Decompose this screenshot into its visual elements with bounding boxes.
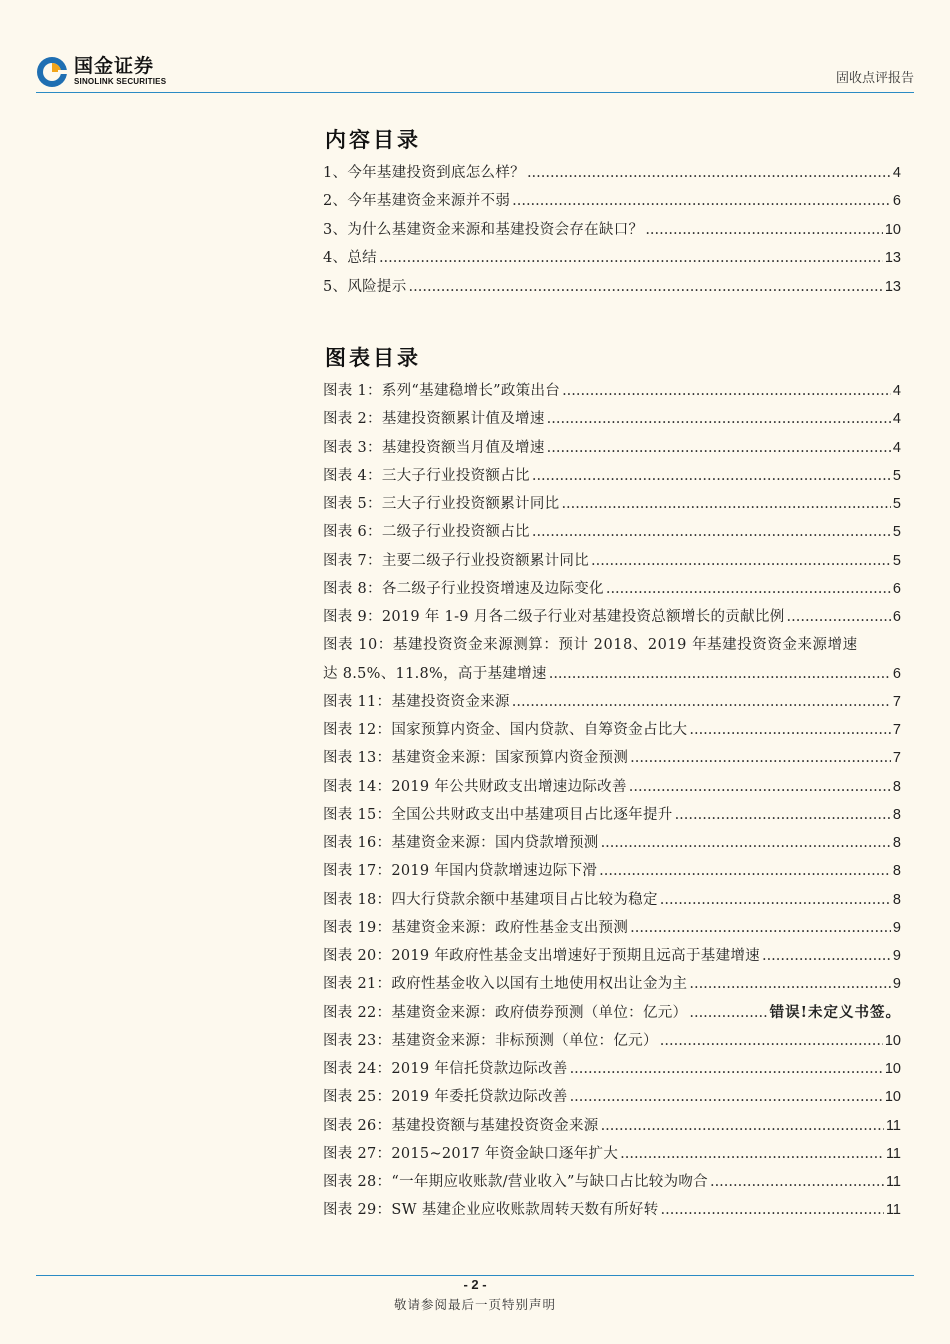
figure-entry[interactable] <box>323 1168 901 1196</box>
page-number: - 2 - <box>463 1277 487 1292</box>
dot-leader <box>591 547 891 575</box>
figure-entry[interactable] <box>323 518 901 546</box>
figure-entry-page: 10 <box>884 1089 901 1106</box>
dot-leader <box>689 716 891 744</box>
figure-entry-label: 图表 12：国家预算内资金、国内贷款、自筹资金占比大 <box>323 722 688 738</box>
footer-divider <box>36 1275 914 1276</box>
dot-leader <box>645 216 883 244</box>
figure-entry-label: 图表 26：基建投资额与基建投资资金来源 <box>323 1117 599 1134</box>
figure-entry[interactable] <box>323 999 901 1027</box>
figure-entry[interactable] <box>323 914 901 942</box>
figure-entry[interactable] <box>323 970 901 998</box>
figure-entry-page: 11 <box>885 1174 901 1190</box>
figure-entry-label: 图表 25：2019 年委托贷款边际改善 <box>323 1089 568 1106</box>
dot-leader <box>547 405 891 433</box>
contents-entry-label: 2、今年基建资金来源并不弱 <box>323 193 511 210</box>
contents-title: 内容目录 <box>325 127 421 152</box>
figure-entry-page: 6 <box>892 665 901 682</box>
figure-entry-label: 图表 22：基建资金来源：政府债券预测（单位：亿元） <box>323 1004 688 1021</box>
figure-entry-label: 图表 9：2019 年 1-9 月各二级子行业对基建投资总额增长的贡献比例 <box>323 609 785 625</box>
page-header <box>36 50 914 93</box>
figure-entry-label: 图表 6：二级子行业投资额占比 <box>323 524 530 541</box>
figure-entry-page: 6 <box>892 609 901 625</box>
dot-leader <box>570 1055 883 1083</box>
figure-entry-label: 图表 13：基建资金来源：国家预算内资金预测 <box>323 750 629 767</box>
dot-leader <box>787 603 891 631</box>
dot-leader <box>527 159 891 187</box>
figure-entry-label: 图表 24：2019 年信托贷款边际改善 <box>323 1061 568 1077</box>
figure-entry-label: 图表 16：基建资金来源：国内贷款增预测 <box>323 835 599 851</box>
figure-entry-page: 错误!未定义书签。 <box>769 1003 901 1021</box>
figure-entry-label: 图表 1：系列“基建稳增长”政策出台 <box>323 383 561 399</box>
contents-entry-page: 6 <box>892 193 901 210</box>
sinolink-logo-icon <box>36 56 68 88</box>
figure-entry[interactable] <box>323 1055 901 1083</box>
dot-leader <box>601 829 891 857</box>
figure-entry-label: 图表 29：SW 基建企业应收账款周转天数有所好转 <box>323 1202 659 1219</box>
figure-entry[interactable] <box>323 1027 901 1055</box>
figure-entry-label: 图表 21：政府性基金收入以国有土地使用权出让金为主 <box>323 976 688 993</box>
figure-entry-page: 5 <box>892 524 901 541</box>
dot-leader <box>379 244 883 272</box>
figure-entry[interactable] <box>323 575 901 603</box>
figure-entry[interactable] <box>323 377 901 405</box>
figure-entry-label: 图表 7：主要二级子行业投资额累计同比 <box>323 552 590 569</box>
contents-entry-label: 5、风险提示 <box>323 278 407 295</box>
contents-entry-page: 4 <box>892 165 901 181</box>
figure-entry[interactable] <box>323 1140 901 1168</box>
figure-entry[interactable] <box>323 1083 901 1111</box>
figure-entry-page: 10 <box>884 1061 901 1077</box>
figure-entry-page: 4 <box>892 411 901 428</box>
figure-entry-page: 8 <box>892 835 901 851</box>
dot-leader <box>710 1168 884 1196</box>
figure-entry-label: 图表 28：“一年期应收账款/营业收入”与缺口占比较为吻合 <box>323 1174 708 1190</box>
dot-leader <box>620 1140 884 1168</box>
figure-entry-label: 图表 11：基建投资资金来源 <box>323 693 510 710</box>
figure-entry[interactable] <box>323 857 901 885</box>
contents-list <box>323 159 901 301</box>
figure-entry-page: 11 <box>885 1202 901 1219</box>
figure-entry-label: 图表 5：三大子行业投资额累计同比 <box>323 496 560 512</box>
dot-leader <box>629 773 891 801</box>
figure-entry-page: 8 <box>892 806 901 823</box>
figure-entry[interactable] <box>323 829 901 857</box>
dot-leader <box>512 688 891 716</box>
figure-entry-page: 7 <box>892 750 901 767</box>
figure-entry[interactable] <box>323 688 901 716</box>
figure-entry-label: 图表 17：2019 年国内贷款增速边际下滑 <box>323 863 598 880</box>
contents-entry-label: 1、今年基建投资到底怎么样？ <box>323 165 525 181</box>
dot-leader <box>599 857 891 885</box>
contents-entry-page: 10 <box>884 221 901 238</box>
figure-entry-page: 7 <box>892 722 901 738</box>
contents-entry-page: 13 <box>884 250 901 267</box>
dot-leader <box>660 1027 883 1055</box>
figure-entry-page: 10 <box>884 1032 901 1049</box>
figure-entry-label: 图表 3：基建投资额当月值及增速 <box>323 439 545 456</box>
figure-entry-page: 5 <box>892 467 901 484</box>
figure-entry-page: 9 <box>892 919 901 936</box>
figure-entry[interactable] <box>323 490 901 518</box>
contents-entry[interactable] <box>323 244 901 272</box>
report-type: 固收点评报告 <box>835 71 914 86</box>
dot-leader <box>661 1196 884 1224</box>
dot-leader <box>689 999 767 1027</box>
figure-entry-label: 图表 27：2015~2017 年资金缺口逐年扩大 <box>323 1145 619 1162</box>
figure-entry-label: 图表 2：基建投资额累计值及增速 <box>323 411 545 428</box>
figure-entry-page: 6 <box>892 580 901 597</box>
figures-title: 图表目录 <box>325 345 421 370</box>
figure-entry-label: 图表 10：基建投资资金来源测算：预计 2018、2019 年基建投资资金来源增速 <box>323 637 858 654</box>
figure-entry-page: 4 <box>892 439 901 456</box>
dot-leader <box>630 914 891 942</box>
contents-entry-label: 3、为什么基建资金来源和基建投资会存在缺口？ <box>323 221 644 238</box>
contents-entry-label: 4、总结 <box>323 250 377 267</box>
dot-leader <box>606 575 891 603</box>
figure-entry-page: 5 <box>892 496 901 512</box>
figures-list <box>323 377 901 1225</box>
figure-entry[interactable] <box>323 716 901 744</box>
figure-entry-label: 图表 14：2019 年公共财政支出增速边际改善 <box>323 778 627 795</box>
figure-entry[interactable] <box>323 1196 901 1224</box>
figure-entry[interactable] <box>323 886 901 914</box>
figure-entry-page: 8 <box>892 863 901 880</box>
dot-leader <box>549 660 891 688</box>
figure-entry[interactable] <box>323 1112 901 1140</box>
figure-entry-label: 图表 15：全国公共财政支出中基建项目占比逐年提升 <box>323 806 673 823</box>
figure-entry[interactable] <box>323 660 901 688</box>
figure-entry-label: 图表 4：三大子行业投资额占比 <box>323 467 530 484</box>
figure-entry[interactable] <box>323 744 901 772</box>
figure-entry-label-continued: 达 8.5%、11.8%，高于基建增速 <box>323 665 547 682</box>
figure-entry-page: 11 <box>885 1117 901 1134</box>
figure-entry-page: 4 <box>892 383 901 399</box>
figure-entry-label: 图表 23：基建资金来源：非标预测（单位：亿元） <box>323 1032 658 1049</box>
dot-leader <box>689 970 891 998</box>
figure-entry-label: 图表 20：2019 年政府性基金支出增速好于预期且远高于基建增速 <box>323 948 760 964</box>
dot-leader <box>570 1083 883 1111</box>
dot-leader <box>561 490 890 518</box>
dot-leader <box>409 273 883 301</box>
dot-leader <box>532 518 891 546</box>
contents-entry[interactable] <box>323 273 901 301</box>
figure-entry[interactable] <box>323 405 901 433</box>
dot-leader <box>660 886 891 914</box>
disclaimer: 敬请参阅最后一页特别声明 <box>393 1297 556 1312</box>
dot-leader <box>762 942 891 970</box>
figure-entry[interactable] <box>323 773 901 801</box>
contents-entry[interactable] <box>323 159 901 187</box>
figure-entry[interactable] <box>323 434 901 462</box>
logo <box>36 55 166 89</box>
figure-entry-label: 图表 8：各二级子行业投资增速及边际变化 <box>323 580 604 597</box>
contents-entry[interactable] <box>323 216 901 244</box>
figure-entry-label: 图表 18：四大行贷款余额中基建项目占比较为稳定 <box>323 891 658 908</box>
figure-entry[interactable] <box>323 603 901 631</box>
contents-entry[interactable] <box>323 187 901 215</box>
figure-entry-page: 11 <box>885 1145 901 1162</box>
figure-entry[interactable] <box>323 462 901 490</box>
figure-entry-page: 9 <box>892 948 901 964</box>
dot-leader <box>562 377 891 405</box>
figure-entry[interactable] <box>323 942 901 970</box>
logo-chinese-name: 国金证券 <box>74 56 155 77</box>
figure-entry[interactable] <box>323 631 901 659</box>
dot-leader <box>532 462 891 490</box>
figure-entry-page: 7 <box>892 693 901 710</box>
contents-entry-page: 13 <box>884 278 901 295</box>
dot-leader <box>512 187 891 215</box>
figure-entry-page: 8 <box>892 891 901 908</box>
dot-leader <box>547 434 891 462</box>
dot-leader <box>630 744 891 772</box>
figure-entry[interactable] <box>323 547 901 575</box>
figure-entry-label: 图表 19：基建资金来源：政府性基金支出预测 <box>323 919 629 936</box>
figure-entry-page: 5 <box>892 552 901 569</box>
figure-entry-page: 9 <box>892 976 901 993</box>
figure-entry[interactable] <box>323 801 901 829</box>
dot-leader <box>601 1112 884 1140</box>
figure-entry-page: 8 <box>892 778 901 795</box>
logo-english-name: SINOLINK SECURITIES <box>74 77 167 86</box>
dot-leader <box>675 801 891 829</box>
